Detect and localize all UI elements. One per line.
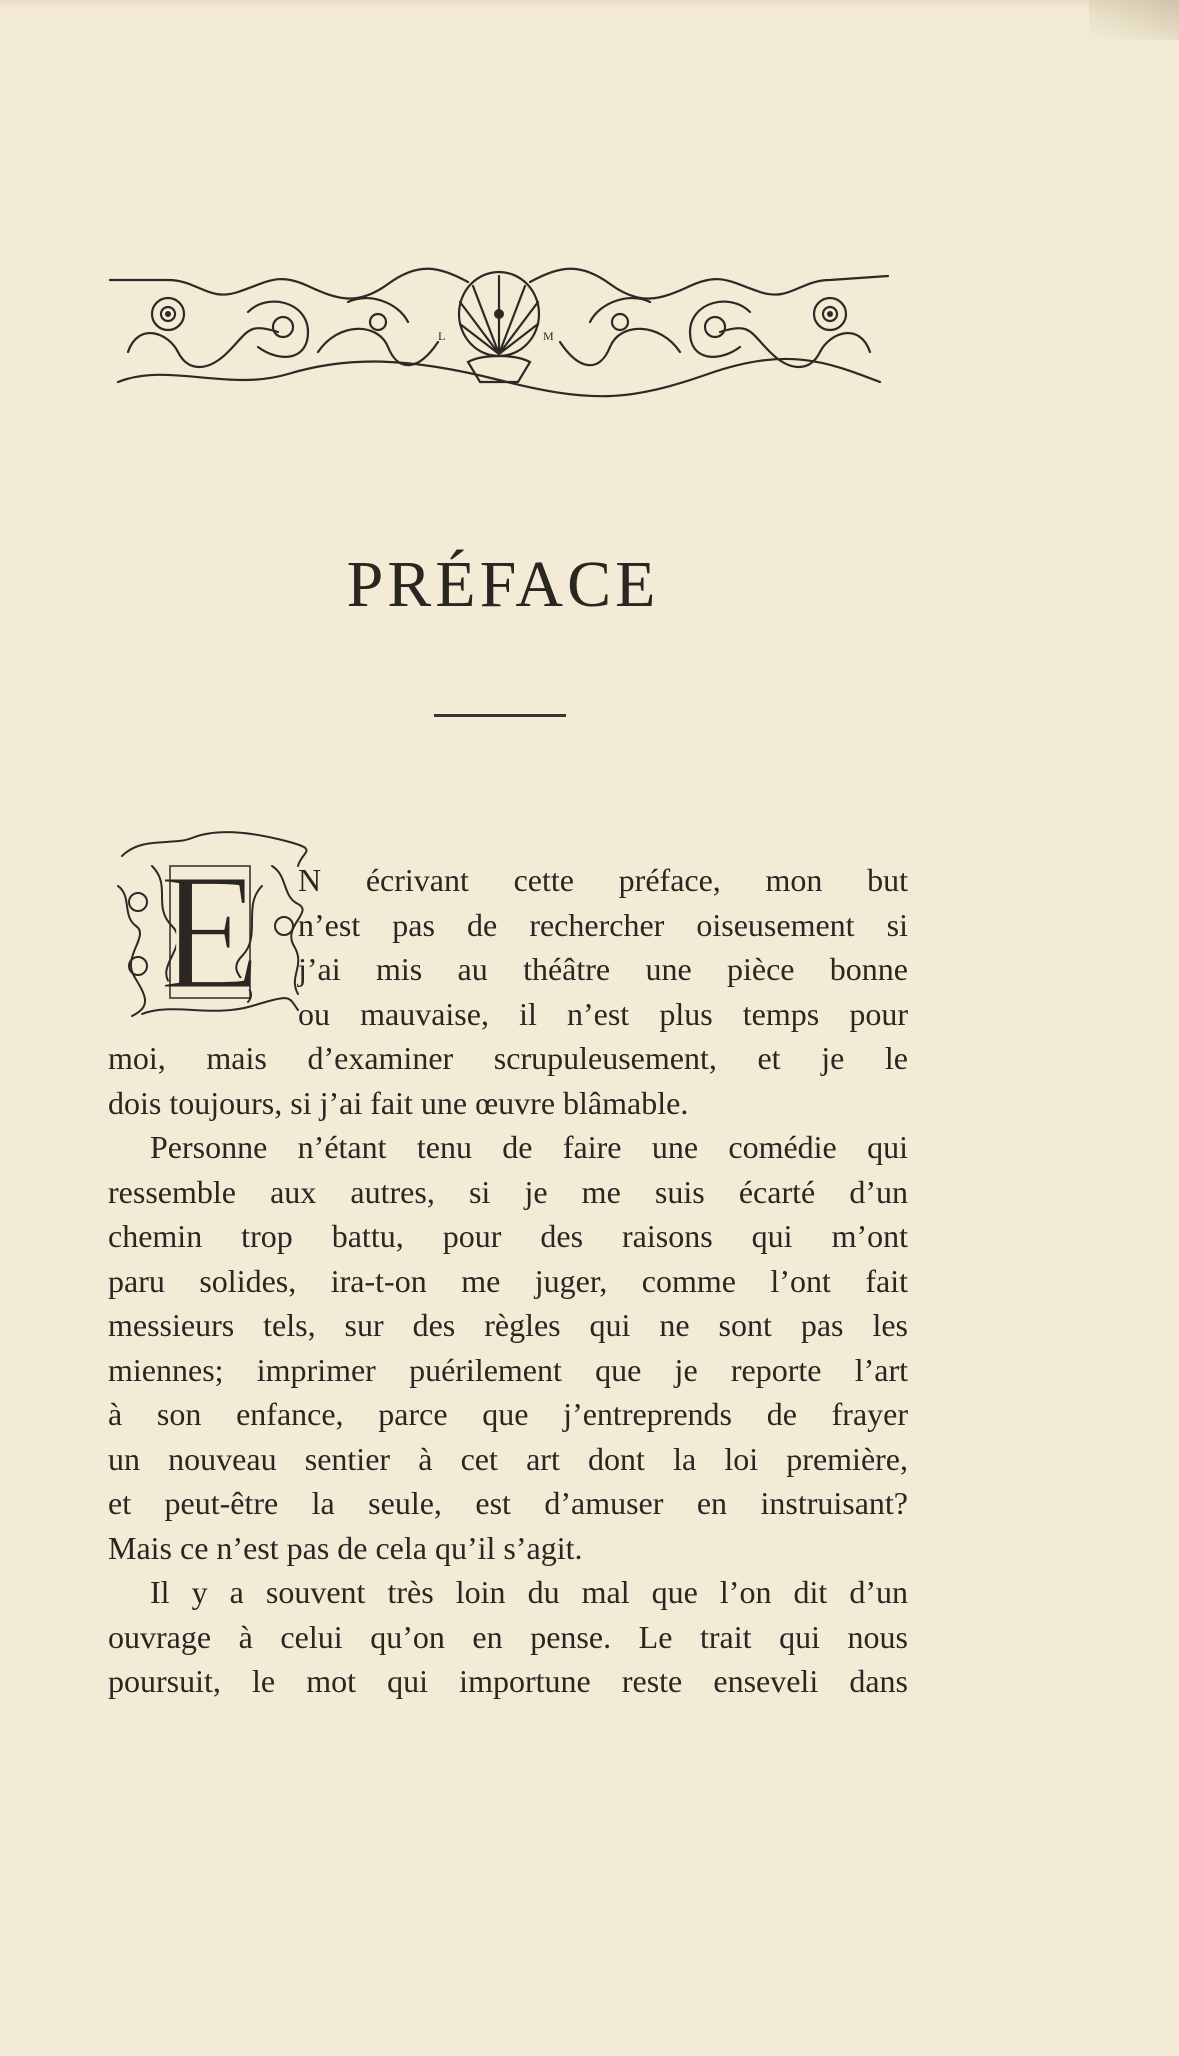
page-corner-wear (1089, 0, 1179, 40)
page-title: PRÉFACE (346, 548, 660, 621)
body-text (108, 858, 908, 1704)
page-top-edge (0, 0, 1179, 8)
text-line: Il y a souvent très loin du mal que l’on dit d’un (150, 1574, 908, 1610)
text-line: messieurs tels, sur des règles qui ne sont pas les (108, 1307, 908, 1343)
text-line: Mais ce n’est pas de cela qu’il s’agit. (108, 1529, 583, 1566)
text-line: ou mauvaise, il n’est plus temps pour (298, 995, 908, 1032)
text-line: moi, mais d’examiner scrupuleusement, et je le (108, 1040, 908, 1076)
text-line: paru solides, ira-t-on me juger, comme l’ont fait (108, 1262, 908, 1299)
text-line: ouvrage à celui qu’on en pense. Le trait qui nous (108, 1618, 908, 1655)
headpiece-letter-l: L (438, 329, 446, 343)
text-line: N écrivant cette préface, mon but (298, 862, 908, 898)
ornamental-headpiece (108, 262, 890, 398)
text-line: chemin trop battu, pour des raisons qui m’ont (108, 1218, 908, 1254)
text-line: et peut-être la seule, est d’amuser en instruisant? (108, 1485, 908, 1521)
text-line: à son enfance, parce que j’entreprends de frayer (108, 1396, 908, 1432)
text-line: n’est pas de rechercher oiseusement si (298, 906, 908, 943)
title-rule (434, 714, 566, 717)
text-line: miennes; imprimer puérilement que je reporte l’art (108, 1351, 908, 1388)
text-line: poursuit, le mot qui importune reste enseveli dans (108, 1663, 908, 1699)
drop-cap-letter: E (158, 839, 262, 1024)
text-line: j’ai mis au théâtre une pièce bonne (298, 951, 908, 987)
text-line: un nouveau sentier à cet art dont la loi première, (108, 1440, 908, 1477)
text-line: dois toujours, si j’ai fait une œuvre blâmable. (108, 1084, 689, 1121)
headpiece-letter-m: M (543, 329, 554, 343)
text-line: Personne n’étant tenu de faire une comédie qui (150, 1129, 908, 1165)
text-line: ressemble aux autres, si je me suis écarté d’un (108, 1173, 908, 1210)
